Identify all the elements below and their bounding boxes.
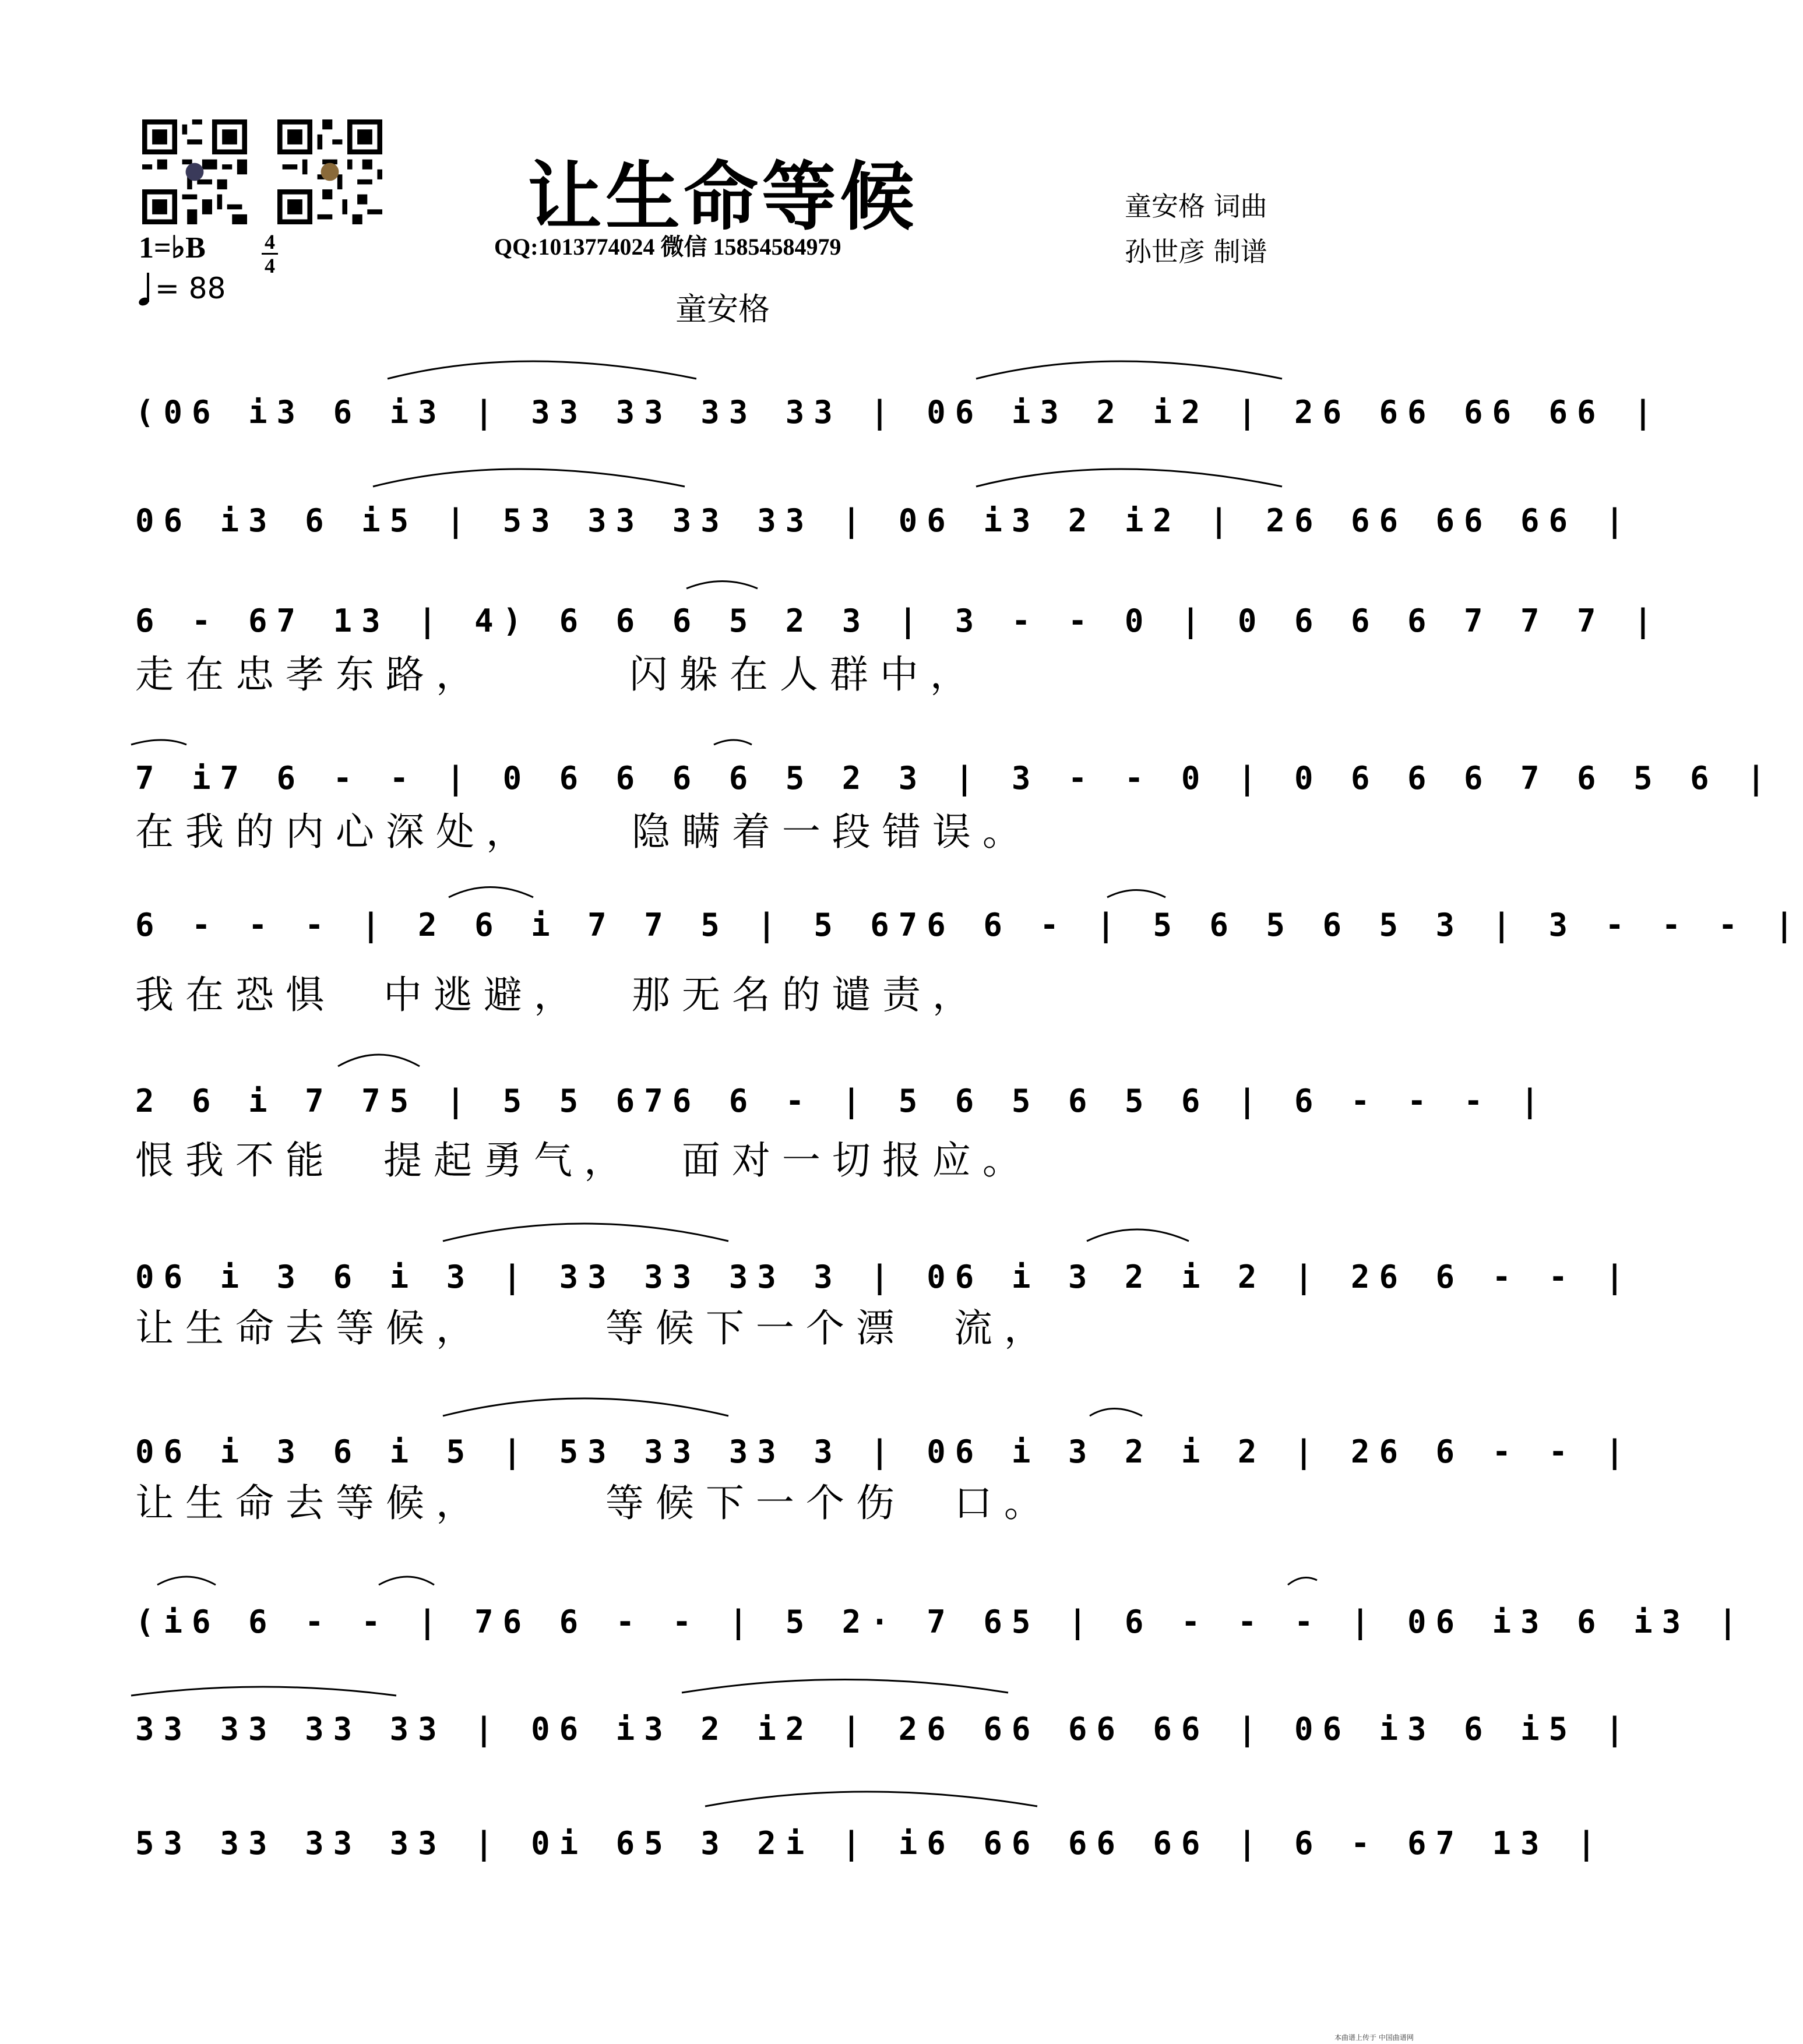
- score-row-11: 53 33 33 33 | 0i 65 3 2i | i6 66 66 66 | 6 - 67 13 |: [135, 1825, 1605, 1862]
- slur-arc: [1288, 1578, 1317, 1585]
- slur-arc: [373, 469, 685, 487]
- singer-name: 童安格: [675, 291, 770, 327]
- footer-credit: 本曲谱上传于 中国曲谱网: [1334, 2034, 1414, 2042]
- lyric-row-7: 让生命去等候， 等候下一个漂 流，: [135, 1306, 1054, 1351]
- slur-arc: [1090, 1409, 1142, 1416]
- time-signature-top: 4: [265, 230, 275, 253]
- score-row-4: 7 i7 6 - - | 0 6 6 6 6 5 2 3 | 3 - - 0 | 0 6 6 6 7 6 5 6 |: [135, 760, 1775, 797]
- time-signature: [260, 231, 280, 277]
- score-row-6: 2 6 i 7 75 | 5 5 676 6 - | 5 6 5 6 5 6 | 6 - - - |: [135, 1083, 1549, 1119]
- score-row-7: 06 i 3 6 i 3 | 33 33 33 3 | 06 i 3 2 i 2 | 26 6 - - |: [135, 1259, 1634, 1295]
- slur-arc: [686, 582, 758, 589]
- score-row-3: 6 - 67 13 | 4) 6 6 6 5 2 3 | 3 - - 0 | 0 6 6 6 7 7 7 |: [135, 602, 1662, 639]
- slur-arc: [131, 1687, 396, 1696]
- slur-arc: [388, 361, 696, 379]
- contact-info: QQ:1013774024 微信 15854584979: [494, 234, 841, 260]
- slur-arc: [379, 1577, 434, 1585]
- song-title: 让生命等候: [527, 153, 918, 241]
- lyric-row-6: 恨我不能 提起勇气， 面对一切报应。: [135, 1138, 1033, 1183]
- slur-arc: [705, 1792, 1037, 1806]
- slur-arc: [682, 1680, 1008, 1693]
- slur-arc: [131, 740, 186, 745]
- quarter-note-icon: [139, 273, 152, 305]
- lyric-row-5: 我在恐惧 中逃避， 那无名的谴责，: [135, 972, 983, 1017]
- credit-lyrics-music: 童安格 词曲: [1125, 191, 1267, 222]
- credit-notation: 孙世彦 制谱: [1125, 236, 1267, 267]
- slur-arc: [714, 740, 752, 745]
- tempo-marking: [139, 272, 226, 305]
- score-row-9: (i6 6 - - | 76 6 - - | 5 2· 7 65 | 6 - - - | 06 i3 6 i3 |: [135, 1604, 1747, 1640]
- score-row-2: 06 i3 6 i5 | 53 33 33 33 | 06 i3 2 i2 | 26 66 66 66 |: [135, 502, 1634, 539]
- slur-arc: [1107, 890, 1165, 898]
- time-signature-bottom: 4: [265, 254, 275, 277]
- slur-arc: [443, 1224, 728, 1241]
- lyric-row-3: 走在忠孝东路， 闪躲在人群中，: [135, 652, 980, 697]
- slur-arc: [338, 1055, 420, 1066]
- key-signature: 1=♭B: [139, 231, 206, 265]
- lyric-row-8: 让生命去等候， 等候下一个伤 口。: [135, 1481, 1054, 1525]
- score-row-1: (06 i3 6 i3 | 33 33 33 33 | 06 i3 2 i2 | 26 66 66 66 |: [135, 394, 1662, 431]
- slur-arc: [976, 361, 1282, 379]
- slur-arc: [157, 1577, 216, 1585]
- score-row-5: 6 - - - | 2 6 i 7 7 5 | 5 676 6 - | 5 6 5 6 5 3 | 3 - - - |: [135, 907, 1803, 943]
- slur-arc: [1087, 1229, 1189, 1241]
- slur-arc: [976, 469, 1282, 487]
- tempo-value: = 88: [155, 272, 226, 305]
- lyric-row-4: 在我的内心深处， 隐瞒着一段错误。: [135, 809, 1033, 854]
- slur-arc: [449, 887, 533, 898]
- slur-arc: [443, 1398, 728, 1416]
- score-row-10: 33 33 33 33 | 06 i3 2 i2 | 26 66 66 66 | 06 i3 6 i5 |: [135, 1711, 1634, 1747]
- score-row-8: 06 i 3 6 i 5 | 53 33 33 3 | 06 i 3 2 i 2 | 26 6 - - |: [135, 1433, 1634, 1470]
